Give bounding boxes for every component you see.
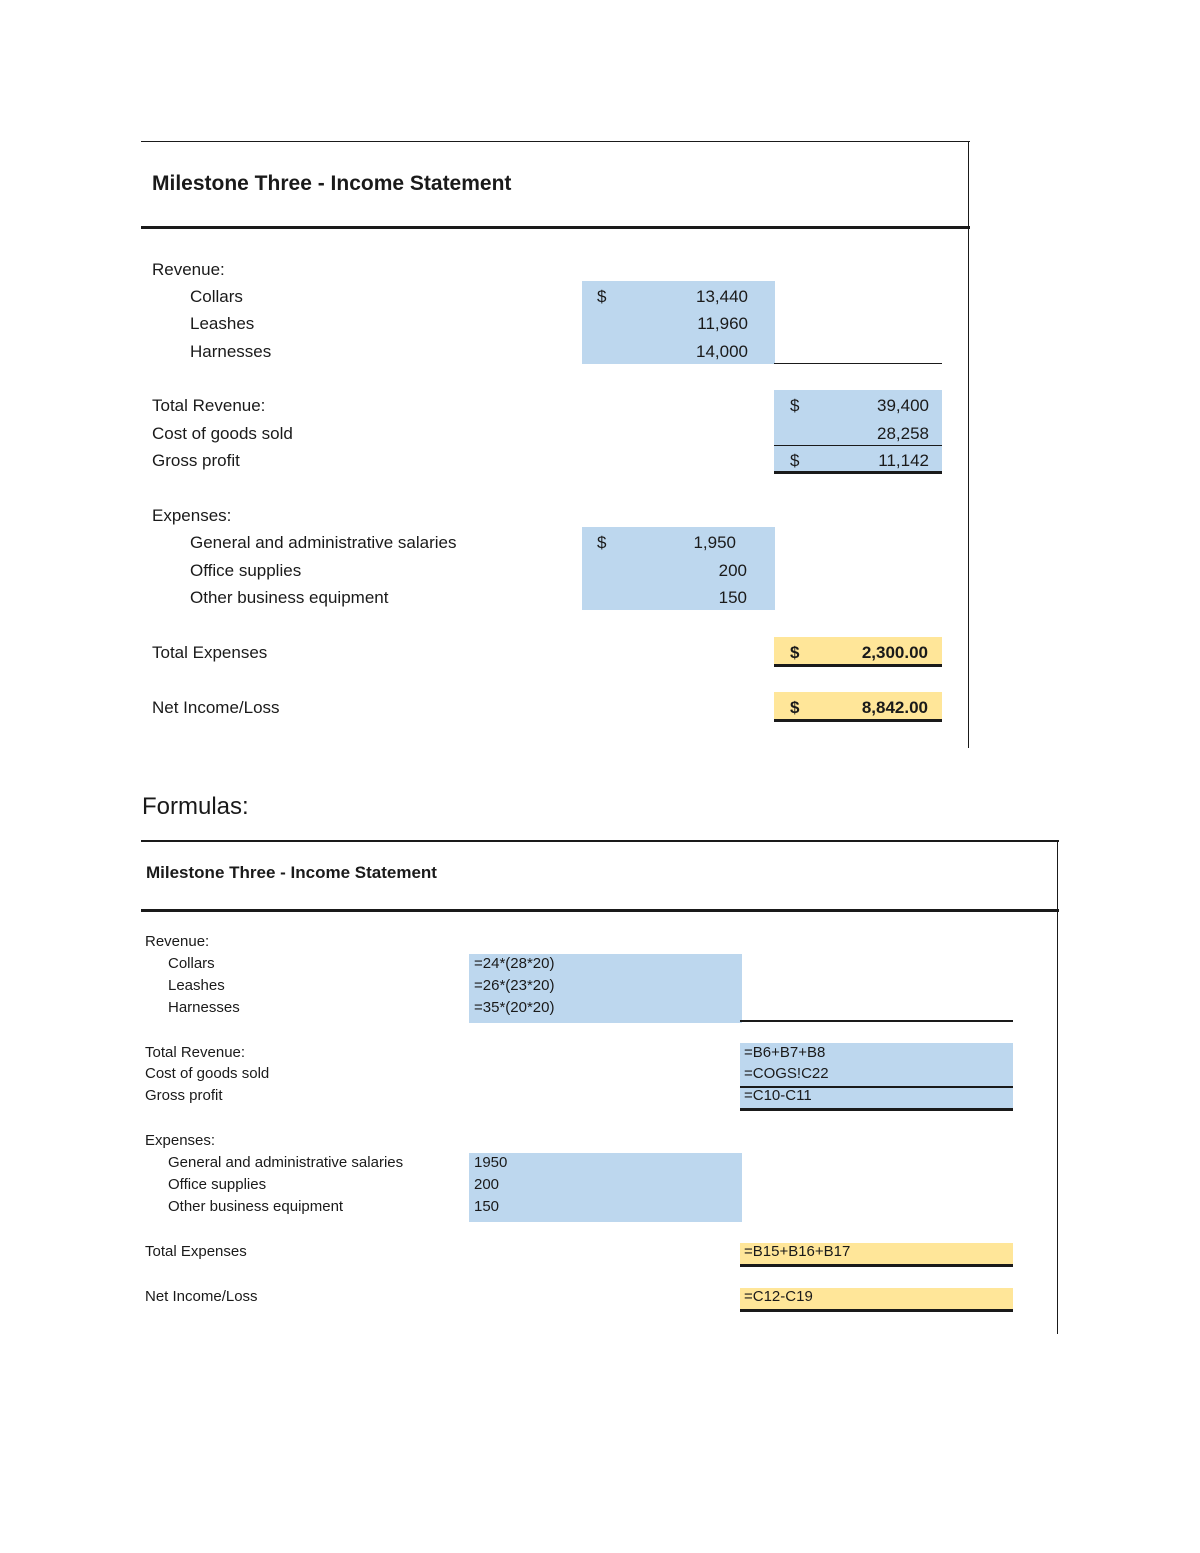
formulas-office-label: Office supplies bbox=[168, 1176, 267, 1193]
net-income-value: 8,842.00 bbox=[861, 698, 928, 717]
statement-title-underline bbox=[141, 226, 970, 229]
salaries-currency: $ bbox=[597, 533, 607, 552]
salaries-value: 1,950 bbox=[693, 533, 736, 552]
formula-office: 200 bbox=[474, 1176, 500, 1193]
formulas-cogs-label: Cost of goods sold bbox=[145, 1065, 270, 1082]
formulas-leashes-label: Leashes bbox=[168, 977, 225, 994]
cogs-underline bbox=[774, 445, 942, 446]
formulas-net-income-underline bbox=[740, 1309, 1013, 1312]
cogs-label: Cost of goods sold bbox=[152, 424, 293, 443]
leashes-label: Leashes bbox=[190, 314, 255, 333]
formula-total-revenue: =B6+B7+B8 bbox=[744, 1044, 826, 1061]
gross-profit-label: Gross profit bbox=[152, 451, 240, 470]
harnesses-label: Harnesses bbox=[190, 342, 272, 361]
formula-leashes: =26*(23*20) bbox=[474, 977, 555, 994]
statement-title: Milestone Three - Income Statement bbox=[152, 172, 512, 195]
leashes-value: 11,960 bbox=[697, 314, 748, 333]
office-supplies-value: 200 bbox=[718, 561, 747, 580]
formula-salaries: 1950 bbox=[474, 1154, 508, 1171]
gross-profit-underline bbox=[774, 471, 942, 474]
formula-net-income: =C12-C19 bbox=[744, 1288, 813, 1305]
gross-profit-currency: $ bbox=[790, 451, 800, 470]
formulas-collars-label: Collars bbox=[168, 955, 215, 972]
statement-right-border bbox=[968, 141, 969, 748]
formula-gross-profit: =C10-C11 bbox=[744, 1087, 812, 1104]
total-expenses-label: Total Expenses bbox=[152, 643, 268, 662]
formulas-heading: Formulas: bbox=[142, 793, 249, 820]
cogs-value: 28,258 bbox=[877, 424, 929, 443]
total-expenses-value: 2,300.00 bbox=[861, 643, 928, 662]
collars-label: Collars bbox=[190, 287, 243, 306]
harnesses-value: 14,000 bbox=[696, 342, 748, 361]
collars-value: 13,440 bbox=[696, 287, 748, 306]
office-supplies-label: Office supplies bbox=[190, 561, 302, 580]
formulas-revenue-label: Revenue: bbox=[145, 933, 210, 950]
formula-cogs: =COGS!C22 bbox=[744, 1065, 829, 1082]
net-income-label: Net Income/Loss bbox=[152, 698, 280, 717]
formulas-net-income-label: Net Income/Loss bbox=[145, 1288, 258, 1305]
equipment-value: 150 bbox=[718, 588, 747, 607]
formulas-total-revenue-label: Total Revenue: bbox=[145, 1044, 246, 1061]
gross-profit-value: 11,142 bbox=[878, 451, 929, 470]
revenue-subtotal-rule bbox=[774, 363, 942, 364]
salaries-label: General and administrative salaries bbox=[190, 533, 457, 552]
formulas-gross-profit-label: Gross profit bbox=[145, 1087, 223, 1104]
formulas-gross-underline bbox=[740, 1108, 1013, 1111]
formulas-right-border bbox=[1057, 840, 1058, 1334]
total-revenue-currency: $ bbox=[790, 396, 800, 415]
formulas-title-underline bbox=[141, 909, 1059, 912]
expenses-label: Expenses: bbox=[152, 506, 232, 525]
formulas-salaries-label: General and administrative salaries bbox=[168, 1154, 404, 1171]
total-expenses-underline bbox=[774, 664, 942, 667]
formulas-expenses-block bbox=[469, 1153, 742, 1222]
collars-currency: $ bbox=[597, 287, 607, 306]
formulas-equipment-label: Other business equipment bbox=[168, 1198, 344, 1215]
total-revenue-label: Total Revenue: bbox=[152, 396, 266, 415]
formulas-top-border bbox=[141, 840, 1059, 842]
net-income-underline bbox=[774, 719, 942, 722]
net-income-currency: $ bbox=[790, 698, 800, 717]
formula-total-expenses: =B15+B16+B17 bbox=[744, 1243, 851, 1260]
revenue-label: Revenue: bbox=[152, 260, 225, 279]
formulas-title: Milestone Three - Income Statement bbox=[146, 863, 437, 882]
total-expenses-currency: $ bbox=[790, 643, 800, 662]
formulas-total-expenses-underline bbox=[740, 1264, 1013, 1267]
formula-collars: =24*(28*20) bbox=[474, 955, 555, 972]
total-revenue-value: 39,400 bbox=[877, 396, 929, 415]
formula-equipment: 150 bbox=[474, 1198, 500, 1215]
formulas-expenses-label: Expenses: bbox=[145, 1132, 216, 1149]
equipment-label: Other business equipment bbox=[190, 588, 389, 607]
formulas-harnesses-label: Harnesses bbox=[168, 999, 240, 1016]
statement-top-border bbox=[141, 141, 970, 142]
formula-harnesses: =35*(20*20) bbox=[474, 999, 555, 1016]
formulas-revenue-rule bbox=[740, 1020, 1013, 1022]
formulas-total-expenses-label: Total Expenses bbox=[145, 1243, 247, 1260]
